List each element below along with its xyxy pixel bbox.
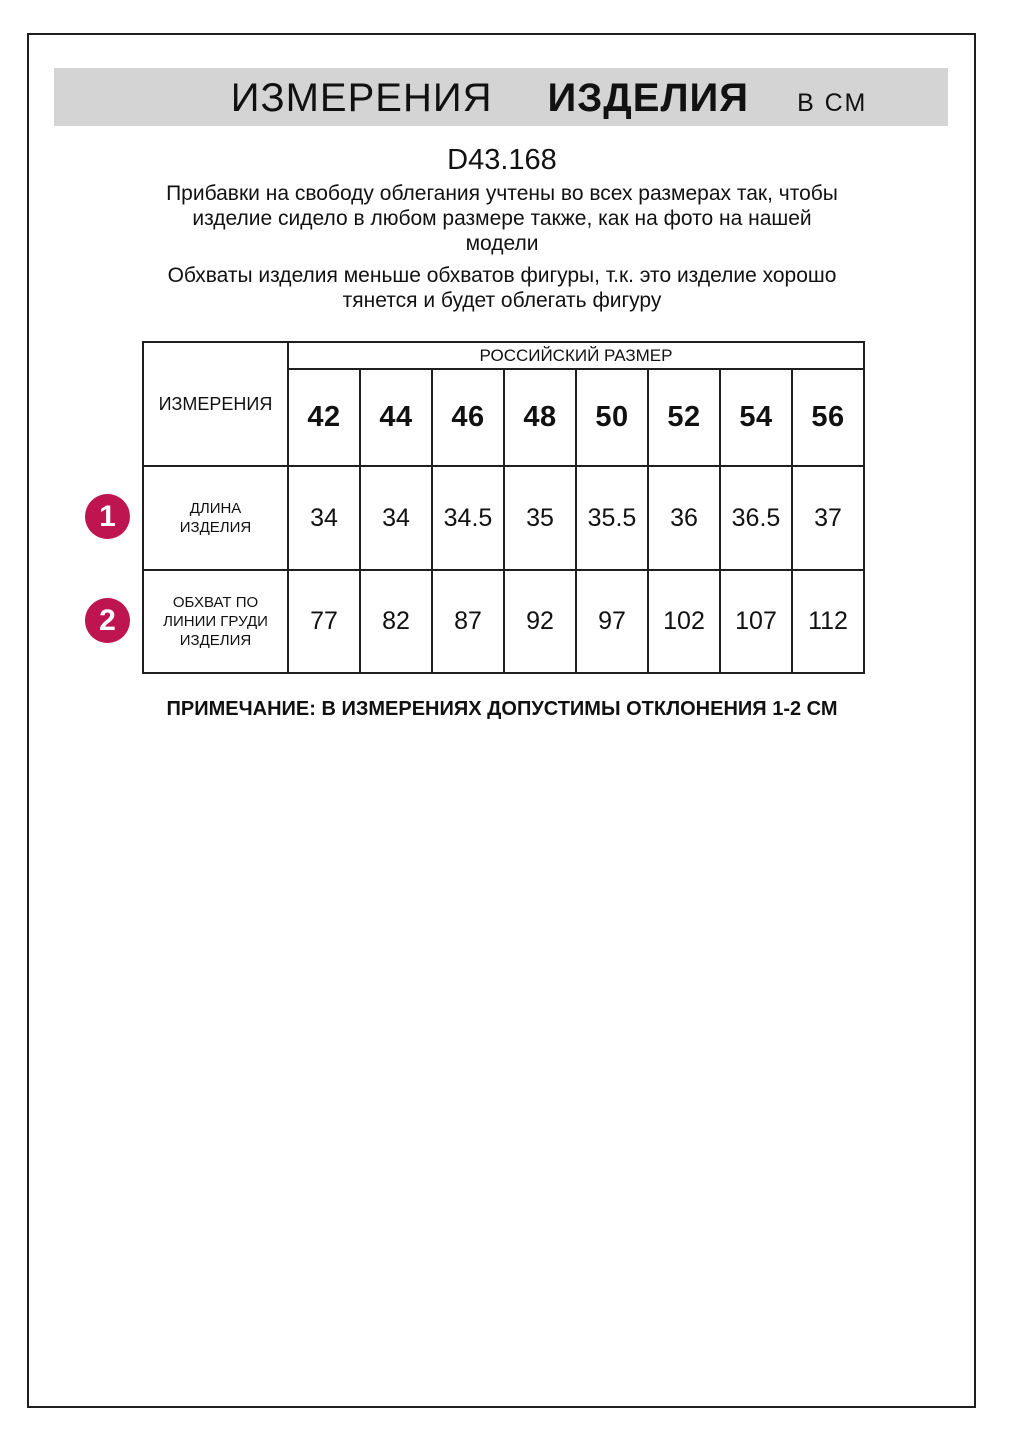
length-value-42: 34: [288, 466, 360, 570]
chest-value-46: 87: [432, 570, 504, 673]
chest-value-44: 82: [360, 570, 432, 673]
chest-row-label-text: ОБХВАТ ПО ЛИНИИ ГРУДИ ИЗДЕЛИЯ: [163, 594, 268, 649]
chest-value-50: 97: [576, 570, 648, 673]
fit-note-paragraph: [62, 181, 942, 256]
size-header-54: 54: [720, 369, 792, 466]
length-value-56: 37: [792, 466, 864, 570]
chest-value-48: 92: [504, 570, 576, 673]
size-header-56: 56: [792, 369, 864, 466]
row-number-badge-2: 2: [85, 598, 130, 643]
chest-row-label: [143, 570, 288, 673]
size-header-50: 50: [576, 369, 648, 466]
measurements-column-header: ИЗМЕРЕНИЯ: [143, 342, 288, 466]
length-value-44: 34: [360, 466, 432, 570]
title-bar: [54, 68, 948, 126]
table-row-group-header: [143, 342, 864, 369]
size-table: [142, 341, 865, 674]
size-header-44: 44: [360, 369, 432, 466]
size-header-48: 48: [504, 369, 576, 466]
chest-value-54: 107: [720, 570, 792, 673]
length-row-label: [143, 466, 288, 570]
fit-note-line-3: модели: [465, 232, 539, 255]
title-unit-label: В СМ: [797, 89, 868, 117]
chest-value-56: 112: [792, 570, 864, 673]
stretch-note-line-2: тянется и будет облегать фигуру: [342, 289, 662, 312]
size-header-42: 42: [288, 369, 360, 466]
size-header-46: 46: [432, 369, 504, 466]
length-row-label-text: ДЛИНА ИЗДЕЛИЯ: [179, 500, 252, 536]
length-value-50: 35.5: [576, 466, 648, 570]
size-header-52: 52: [648, 369, 720, 466]
table-row-length: [143, 466, 864, 570]
fit-note-line-1: Прибавки на свободу облегания учтены во всех размерах так, чтобы: [166, 182, 838, 205]
row-number-badge-1: 1: [85, 494, 130, 539]
title-word-product: ИЗДЕЛИЯ: [547, 76, 750, 120]
russian-size-header: РОССИЙСКИЙ РАЗМЕР: [288, 342, 864, 369]
length-value-48: 35: [504, 466, 576, 570]
table-row-chest: [143, 570, 864, 673]
chest-value-42: 77: [288, 570, 360, 673]
fit-note-line-2: изделие сидело в любом размере также, как на фото на нашей: [192, 207, 812, 230]
chest-value-52: 102: [648, 570, 720, 673]
title-word-measurements: ИЗМЕРЕНИЯ: [230, 76, 493, 120]
model-code: D43.168: [447, 144, 557, 176]
stretch-note-paragraph: [62, 263, 942, 313]
title-text-group: [231, 76, 868, 121]
length-value-52: 36: [648, 466, 720, 570]
stretch-note-line-1: Обхваты изделия меньше обхватов фигуры, т.к. это изделие хорошо: [167, 264, 837, 287]
length-value-46: 34.5: [432, 466, 504, 570]
length-value-54: 36.5: [720, 466, 792, 570]
tolerance-footnote: ПРИМЕЧАНИЕ: В ИЗМЕРЕНИЯХ ДОПУСТИМЫ ОТКЛОНЕНИЯ 1-2 СМ: [166, 698, 838, 720]
